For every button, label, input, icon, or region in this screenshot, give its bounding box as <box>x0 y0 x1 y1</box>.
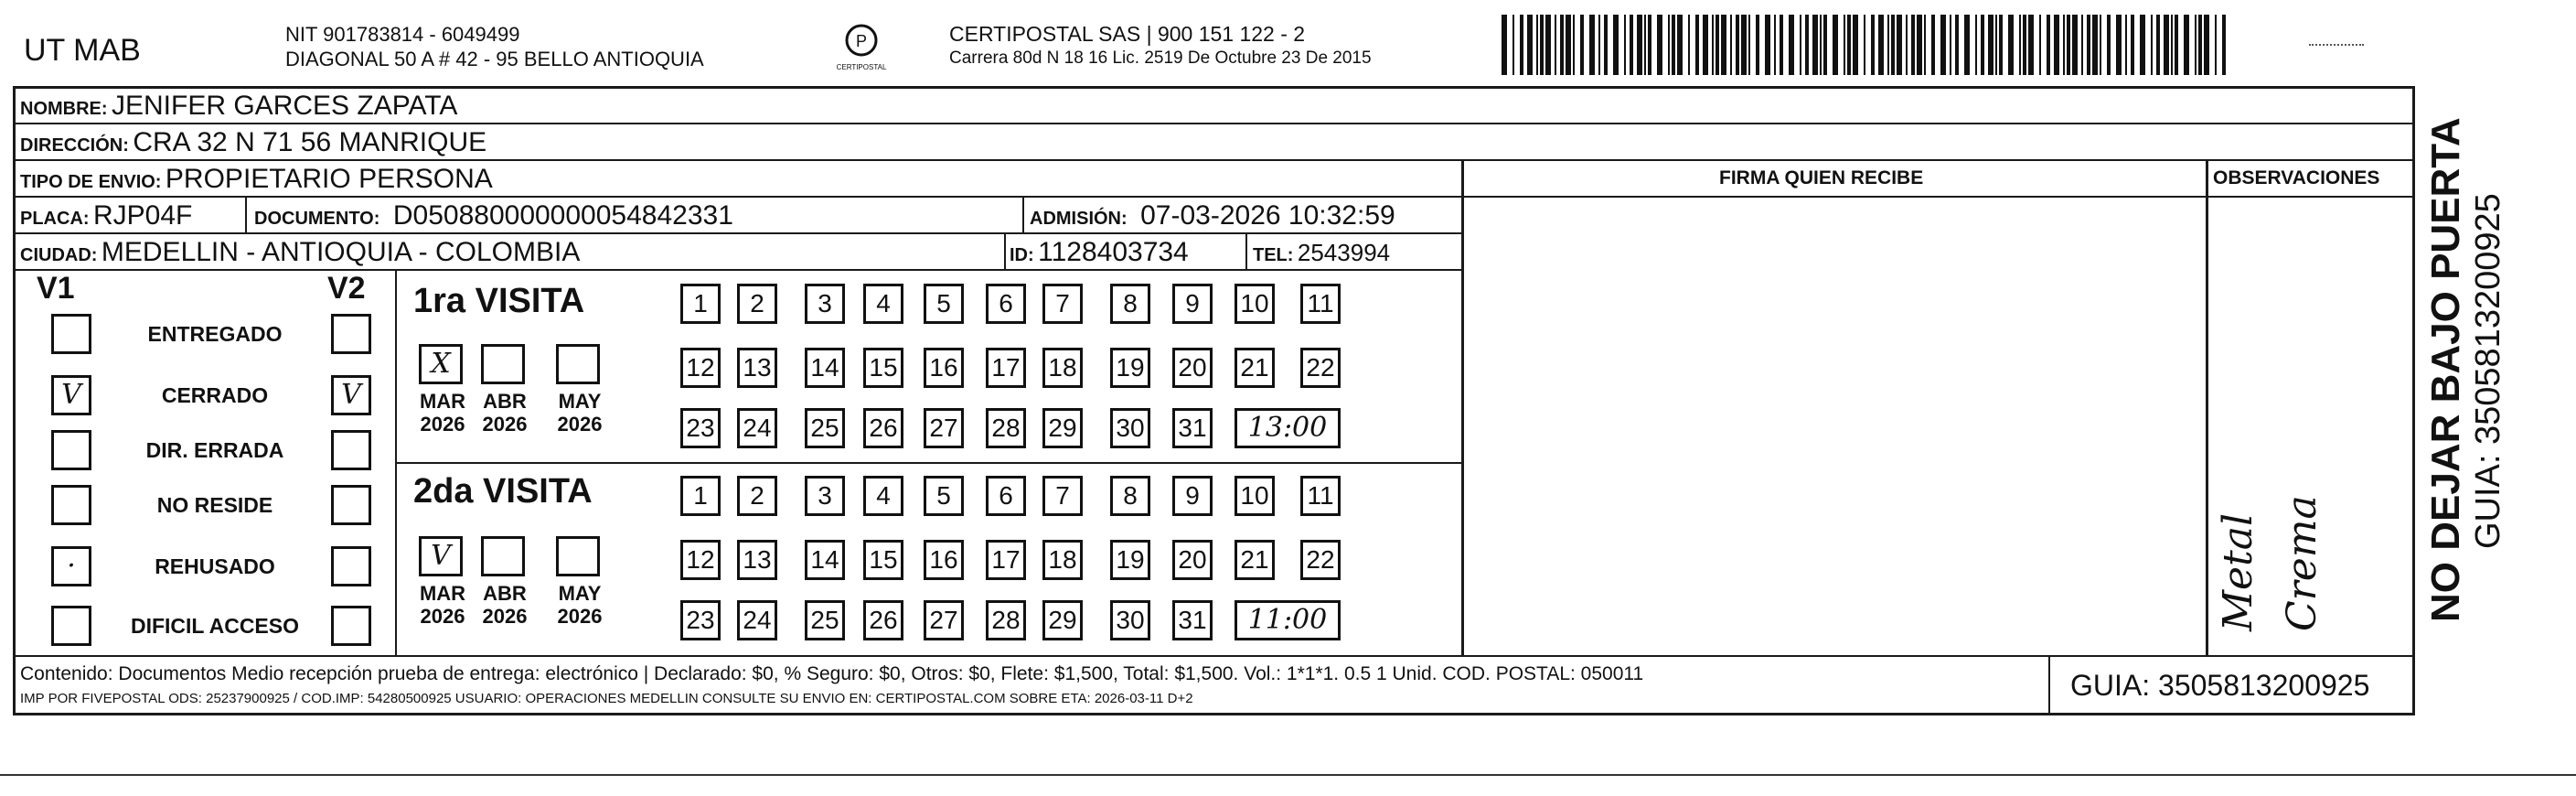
month-label <box>545 582 615 629</box>
day-box: 7 <box>1042 476 1083 516</box>
day-box: 27 <box>924 600 964 640</box>
ciudad-field: CIUDAD: MEDELLIN - ANTIOQUIA - COLOMBIA <box>20 237 581 267</box>
month-name: MAR <box>419 390 466 413</box>
day-box: 25 <box>805 408 845 448</box>
id-field: ID: 1128403734 <box>1010 237 1189 267</box>
barcode-bar <box>1988 15 1993 75</box>
barcode-bar <box>1789 15 1794 75</box>
month-label <box>470 582 540 629</box>
month-label <box>545 390 615 436</box>
barcode-bar <box>1540 15 1544 75</box>
barcode-bar <box>2063 15 2065 75</box>
causal-label: DIFICIL ACCESO <box>130 614 299 638</box>
v1-checkbox <box>51 606 91 646</box>
logo-caption: CERTIPOSTAL <box>836 63 887 71</box>
observaciones-header: OBSERVACIONES <box>2213 167 2380 188</box>
barcode-bar <box>2195 15 2197 75</box>
barcode-bar <box>1716 15 1719 75</box>
day-box: 11 <box>1300 284 1341 324</box>
month-checkbox <box>481 536 525 576</box>
time-box: 13:00 <box>1235 408 1341 448</box>
month-name: MAR <box>419 582 466 605</box>
day-box: 30 <box>1110 408 1150 448</box>
month-label <box>408 582 477 629</box>
day-box: 2 <box>737 476 777 516</box>
barcode-bar <box>2184 15 2189 75</box>
barcode-bar <box>1657 15 1662 75</box>
divider <box>13 269 1463 271</box>
v2-checkbox: V <box>331 375 371 415</box>
v1-checkbox <box>51 314 91 354</box>
day-box: 6 <box>986 476 1026 516</box>
carrier-info: CERTIPOSTAL SAS | 900 151 122 - 2 <box>949 22 1306 46</box>
barcode-bar <box>2204 15 2209 75</box>
barcode-bar <box>2175 15 2178 75</box>
month-year: 2026 <box>557 413 603 436</box>
barcode-bar <box>2116 15 2122 75</box>
causal-label: ENTREGADO <box>147 322 283 346</box>
divider <box>2206 159 2208 656</box>
day-box: 24 <box>737 408 777 448</box>
barcode-bar <box>1736 15 1739 75</box>
day-box: 23 <box>680 408 721 448</box>
divider <box>1461 159 1464 656</box>
observacion-handwritten-1: Metal <box>2215 512 2261 631</box>
barcode-bar <box>1871 15 1875 75</box>
barcode-bar <box>1897 15 1902 75</box>
v2-checkbox <box>331 546 371 586</box>
barcode-bar <box>2072 15 2078 75</box>
divider <box>13 123 2415 124</box>
v1-checkbox <box>51 485 91 525</box>
barcode-bar <box>2100 15 2101 75</box>
day-box: 10 <box>1235 476 1275 516</box>
month-checkbox: V <box>419 536 463 576</box>
divider <box>245 196 247 232</box>
month-year: 2026 <box>482 605 528 629</box>
barcode-bar <box>1823 15 1827 75</box>
causal-label: NO RESIDE <box>156 493 273 517</box>
barcode-bar <box>2156 15 2160 75</box>
day-box: 21 <box>1235 348 1275 388</box>
barcode-bar <box>1950 15 1951 75</box>
barcode-bar <box>1560 15 1564 75</box>
barcode-bar <box>1604 15 1608 75</box>
v2-checkbox <box>331 606 371 646</box>
barcode-bar <box>1573 15 1575 75</box>
barcode-bar <box>1512 15 1514 75</box>
barcode-bar <box>1765 15 1770 75</box>
no-dejar-bajo-puerta: NO DEJAR BAJO PUERTA <box>2423 117 2468 622</box>
visita1-title: 1ra VISITA <box>413 282 585 320</box>
day-box: 30 <box>1110 600 1150 640</box>
day-box: 28 <box>986 600 1026 640</box>
barcode <box>1502 15 2233 75</box>
barcode-bar <box>2047 15 2050 75</box>
day-box: 7 <box>1042 284 1083 324</box>
direccion-field: DIRECCIÓN: CRA 32 N 71 56 MANRIQUE <box>20 127 487 157</box>
footer-contenido: Contenido: Documentos Medio recepción prueba de entrega: electrónico | Declarado: $0, % Seguro: $0, Otros: $0, Flete: $1,500, Total: $1,500. Vol.: 1*1*1. 0.5 1 Unid. COD. POSTAL: 050011 <box>20 663 1644 684</box>
barcode-bar <box>2107 15 2111 75</box>
day-box: 12 <box>680 348 721 388</box>
barcode-bar <box>1721 15 1726 75</box>
barcode-bar <box>1780 15 1783 75</box>
barcode-bar <box>1741 15 1747 75</box>
barcode-bar <box>2019 15 2021 75</box>
month-year: 2026 <box>557 605 603 629</box>
barcode-bar <box>1613 15 1619 75</box>
divider <box>13 86 2415 89</box>
day-box: 17 <box>986 540 1026 580</box>
barcode-bar <box>2087 15 2090 75</box>
barcode-bar <box>1502 15 1507 75</box>
barcode-bar <box>1644 15 1646 75</box>
divider <box>13 713 2415 715</box>
day-box: 17 <box>986 348 1026 388</box>
day-box: 29 <box>1042 408 1083 448</box>
v1-header: V1 <box>37 271 75 306</box>
day-box: 25 <box>805 600 845 640</box>
address-text: DIAGONAL 50 A # 42 - 95 BELLO ANTIOQUIA <box>285 48 704 70</box>
barcode-bar <box>2067 15 2070 75</box>
svg-text:P: P <box>855 32 868 50</box>
barcode-bar <box>1712 15 1714 75</box>
day-box: 26 <box>863 408 903 448</box>
day-box: 2 <box>737 284 777 324</box>
time-box: 11:00 <box>1235 600 1341 640</box>
v1-checkbox: · <box>51 546 91 586</box>
barcode-bar <box>2222 15 2226 75</box>
day-box: 22 <box>1300 540 1341 580</box>
day-box: 29 <box>1042 600 1083 640</box>
barcode-bar <box>1891 15 1895 75</box>
divider <box>13 86 16 715</box>
barcode-bar <box>1911 15 1915 75</box>
day-box: 31 <box>1172 600 1213 640</box>
barcode-bar <box>1917 15 1922 75</box>
divider <box>13 196 2415 198</box>
barcode-bar <box>1805 15 1809 75</box>
barcode-bar <box>2140 15 2145 75</box>
barcode-bar <box>1748 15 1750 75</box>
documento-value: D050880000000054842331 <box>392 200 733 231</box>
day-box: 4 <box>863 284 903 324</box>
barcode-bar <box>1774 15 1776 75</box>
divider <box>1245 232 1247 269</box>
barcode-bar <box>1833 15 1838 75</box>
barcode-bar <box>2092 15 2098 75</box>
direccion-value: CRA 32 N 71 56 MANRIQUE <box>133 127 487 157</box>
barcode-bar <box>1672 15 1675 75</box>
barcode-bar <box>1520 15 1523 75</box>
barcode-bar <box>2164 15 2169 75</box>
day-box: 24 <box>737 600 777 640</box>
barcode-bar <box>1975 15 1977 75</box>
barcode-bar <box>2081 15 2083 75</box>
documento-field: DOCUMENTO: D050880000000054842331 <box>254 200 733 231</box>
carrier-license: Carrera 80d N 18 16 Lic. 2519 De Octubre 23 De 2015 <box>949 48 1372 68</box>
barcode-bar <box>1981 15 1984 75</box>
footer-imp: IMP POR FIVEPOSTAL ODS: 25237900925 / COD.IMP: 54280500925 USUARIO: OPERACIONES MEDELLIN CONSULTE SU ENVIO EN: CERTIPOSTAL.COM SOBRE ETA: 2026-03-11 D+2 <box>20 691 1193 706</box>
nit-text: NIT 901783814 - 6049499 <box>285 23 520 46</box>
barcode-bar <box>1864 15 1865 75</box>
causal-label: CERRADO <box>161 383 269 407</box>
barcode-bar <box>2054 15 2059 75</box>
day-box: 11 <box>1300 476 1341 516</box>
barcode-bar <box>1940 15 1946 75</box>
tel-field: TEL: 2543994 <box>1253 239 1391 266</box>
day-box: 5 <box>924 284 964 324</box>
day-box: 22 <box>1300 348 1341 388</box>
day-box: 18 <box>1042 540 1083 580</box>
day-box: 14 <box>805 540 845 580</box>
visita2-title: 2da VISITA <box>413 472 593 511</box>
company-name: UT MAB <box>24 33 141 68</box>
month-year: 2026 <box>482 413 528 436</box>
barcode-bar <box>1924 15 1926 75</box>
divider <box>1022 196 1024 232</box>
barcode-bar <box>1800 15 1801 75</box>
v1-checkbox: V <box>51 375 91 415</box>
day-box: 6 <box>986 284 1026 324</box>
v1-checkbox <box>51 430 91 470</box>
barcode-bar <box>2039 15 2041 75</box>
day-box: 28 <box>986 408 1026 448</box>
nombre-value: JENIFER GARCES ZAPATA <box>112 91 458 121</box>
barcode-bar <box>1630 15 1633 75</box>
month-checkbox <box>481 344 525 384</box>
month-label <box>470 390 540 436</box>
month-label <box>408 390 477 436</box>
barcode-bar <box>1527 15 1533 75</box>
divider <box>2412 88 2415 198</box>
barcode-bar <box>2215 15 2217 75</box>
divider <box>2048 655 2050 715</box>
id-value: 1128403734 <box>1038 237 1189 267</box>
barcode-bar <box>1995 15 1997 75</box>
day-box: 23 <box>680 600 721 640</box>
barcode-bar <box>1955 15 1959 75</box>
day-box: 26 <box>863 600 903 640</box>
barcode-bar <box>2131 15 2134 75</box>
firma-header: FIRMA QUIEN RECIBE <box>1719 167 1924 188</box>
barcode-bar <box>2171 15 2173 75</box>
barcode-bar <box>2008 15 2014 75</box>
month-name: ABR <box>483 582 527 605</box>
day-box: 3 <box>805 284 845 324</box>
v2-checkbox <box>331 485 371 525</box>
barcode-bar <box>1668 15 1670 75</box>
barcode-bar <box>1999 15 2003 75</box>
barcode-bar <box>2198 15 2202 75</box>
tipo-envio-value: PROPIETARIO PERSONA <box>165 164 493 194</box>
placa-field: PLACA: RJP04F <box>20 200 193 231</box>
day-box: 15 <box>863 348 903 388</box>
day-box: 4 <box>863 476 903 516</box>
tipo-envio-field: TIPO DE ENVIO: PROPIETARIO PERSONA <box>20 164 493 194</box>
day-box: 9 <box>1172 476 1213 516</box>
barcode-bar <box>2125 15 2127 75</box>
divider <box>13 159 2415 161</box>
day-box: 12 <box>680 540 721 580</box>
v2-checkbox <box>331 430 371 470</box>
month-checkbox: X <box>419 344 463 384</box>
day-box: 19 <box>1110 348 1150 388</box>
day-box: 18 <box>1042 348 1083 388</box>
barcode-bar <box>1677 15 1683 75</box>
day-box: 16 <box>924 540 964 580</box>
barcode-bar <box>1964 15 1970 75</box>
day-box: 1 <box>680 284 721 324</box>
barcode-bar <box>1906 15 1908 75</box>
month-year: 2026 <box>420 605 465 629</box>
barcode-bar <box>2028 15 2034 75</box>
barcode-bar <box>1812 15 1818 75</box>
observacion-handwritten-2: Crema <box>2279 495 2325 631</box>
day-box: 20 <box>1172 540 1213 580</box>
barcode-bar <box>1555 15 1556 75</box>
month-checkbox <box>556 344 600 384</box>
barcode-bar <box>1624 15 1626 75</box>
barcode-bar <box>1756 15 1759 75</box>
month-year: 2026 <box>420 413 465 436</box>
barcode-bar <box>1688 15 1690 75</box>
day-box: 27 <box>924 408 964 448</box>
day-box: 10 <box>1235 284 1275 324</box>
day-box: 14 <box>805 348 845 388</box>
barcode-bar <box>1847 15 1851 75</box>
v2-header: V2 <box>327 271 366 306</box>
divider <box>395 462 1463 464</box>
month-name: ABR <box>483 390 527 413</box>
barcode-bar <box>1648 15 1651 75</box>
barcode-bar <box>1695 15 1699 75</box>
barcode-bar <box>1598 15 1600 75</box>
day-box: 1 <box>680 476 721 516</box>
day-box: 16 <box>924 348 964 388</box>
side-guia: GUIA: 3505813200925 <box>2469 193 2507 549</box>
day-box: 8 <box>1110 284 1150 324</box>
barcode-bar <box>1730 15 1732 75</box>
causal-label: REHUSADO <box>155 554 275 578</box>
tel-value: 2543994 <box>1297 239 1391 266</box>
month-name: MAY <box>558 582 602 605</box>
footer-guia: GUIA: 3505813200925 <box>2070 669 2370 702</box>
barcode-bar <box>2023 15 2026 75</box>
day-box: 21 <box>1235 540 1275 580</box>
barcode-bar <box>1703 15 1708 75</box>
barcode-bar <box>1637 15 1642 75</box>
barcode-bar <box>1566 15 1571 75</box>
day-box: 31 <box>1172 408 1213 448</box>
ciudad-value: MEDELLIN - ANTIOQUIA - COLOMBIA <box>101 237 581 267</box>
day-box: 13 <box>737 348 777 388</box>
month-checkbox <box>556 536 600 576</box>
barcode-bar <box>1878 15 1884 75</box>
v2-checkbox <box>331 314 371 354</box>
certipostal-logo <box>834 22 889 75</box>
barcode-bar <box>2151 15 2153 75</box>
page-bottom-rule <box>0 774 2576 776</box>
barcode-bar <box>1887 15 1889 75</box>
day-box: 9 <box>1172 284 1213 324</box>
month-name: MAY <box>558 390 602 413</box>
admision-field: ADMISIÓN: 07-03-2026 10:32:59 <box>1030 200 1395 231</box>
barcode-bar <box>1545 15 1551 75</box>
day-box: 3 <box>805 476 845 516</box>
day-box: 13 <box>737 540 777 580</box>
header-tick-line <box>2309 44 2364 48</box>
causal-label: DIR. ERRADA <box>145 438 284 462</box>
day-box: 5 <box>924 476 964 516</box>
barcode-bar <box>1853 15 1858 75</box>
day-box: 15 <box>863 540 903 580</box>
barcode-bar <box>1820 15 1822 75</box>
placa-value: RJP04F <box>93 200 193 231</box>
barcode-bar <box>1589 15 1595 75</box>
divider <box>13 655 2415 657</box>
barcode-bar <box>1844 15 1845 75</box>
barcode-bar <box>1536 15 1538 75</box>
admision-value: 07-03-2026 10:32:59 <box>1140 200 1395 231</box>
nombre-field: NOMBRE: JENIFER GARCES ZAPATA <box>20 91 458 121</box>
day-box: 20 <box>1172 348 1213 388</box>
day-box: 19 <box>1110 540 1150 580</box>
barcode-bar <box>1931 15 1935 75</box>
barcode-bar <box>1580 15 1584 75</box>
divider <box>1004 232 1006 269</box>
day-box: 8 <box>1110 476 1150 516</box>
